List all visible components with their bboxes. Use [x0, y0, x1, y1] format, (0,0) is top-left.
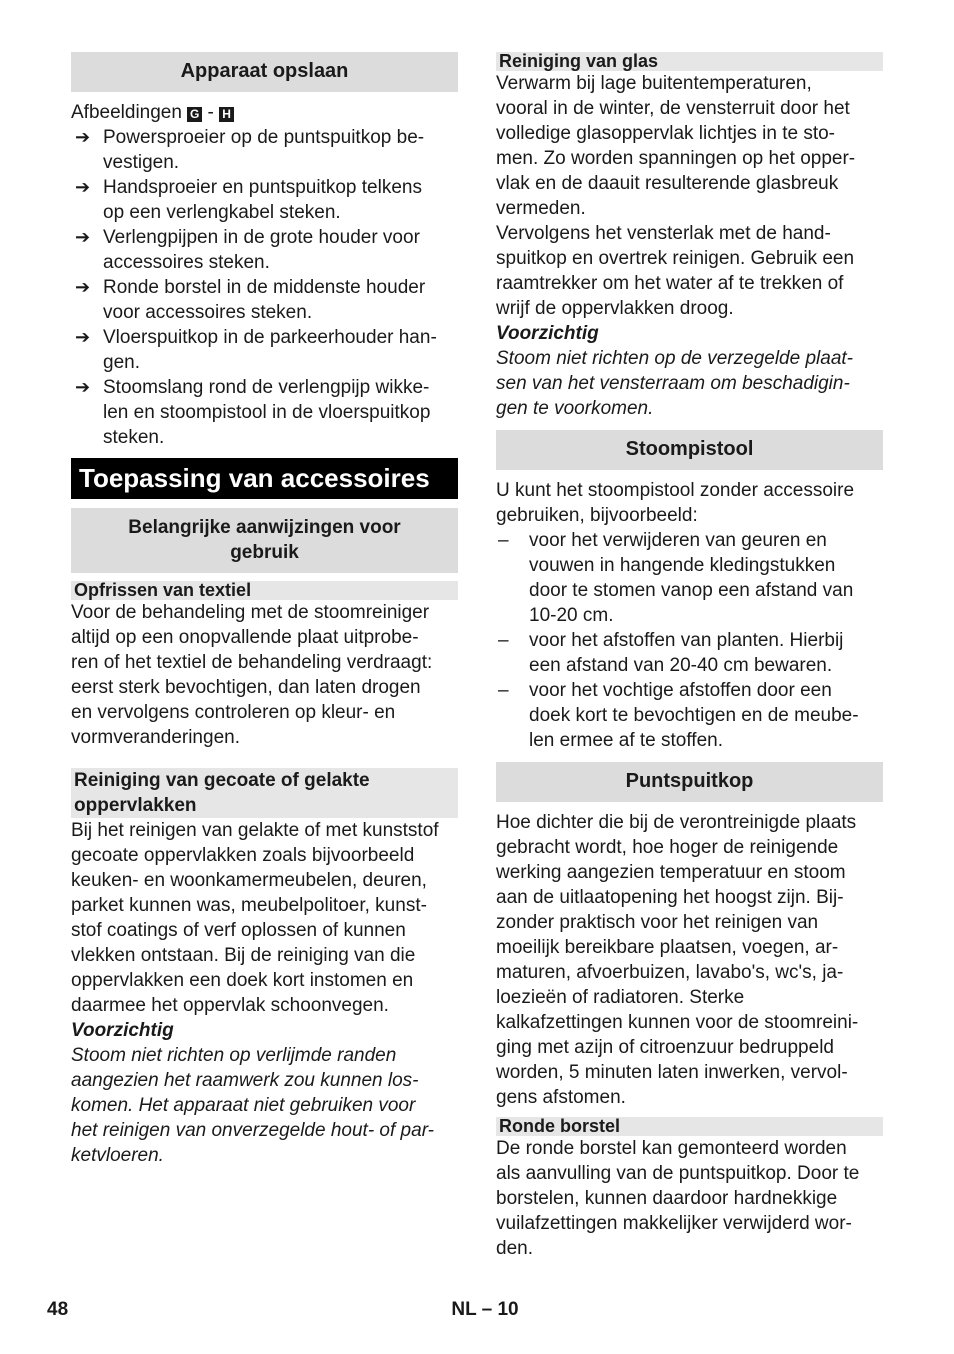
text-line: kalkafzettingen kunnen voor de stoomreini- [496, 1012, 859, 1033]
arrow-right-icon: ➔ [75, 277, 91, 297]
caution-line: Stoom niet richten op de verzegelde plaat- [496, 348, 853, 369]
caution-line: Stoom niet richten op verlijmde randen [71, 1045, 397, 1066]
caution-text-glass [496, 346, 883, 421]
text-line: Verwarm bij lage buitentemperaturen, [496, 73, 812, 94]
textile-paragraph [71, 600, 458, 750]
text-line: vooral in de winter, de vensterruit door het [496, 98, 850, 119]
list-item-line: Powersproeier op de puntspuitkop be- [103, 127, 425, 148]
storage-step [71, 175, 458, 225]
arrow-right-icon: ➔ [75, 127, 91, 147]
list-item-line: gen. [103, 352, 140, 373]
list-item-line: door te stomen vanop een afstand van [529, 580, 854, 601]
storage-step [71, 225, 458, 275]
text-line: Vervolgens het vensterlak met de hand- [496, 223, 831, 244]
text-line: keuken- en woonkamermeubelen, deuren, [71, 870, 427, 891]
list-item-line: voor het vochtige afstoffen door een [529, 680, 832, 701]
main-heading: Toepassing van accessoires [71, 458, 458, 499]
list-item-line: op een verlengkabel steken. [103, 202, 341, 223]
text-line: ren of het textiel de behandeling verdraagt: [71, 652, 433, 673]
text-line: vlekken ontstaan. Bij de reiniging van die [71, 945, 416, 966]
steam-gun-intro [496, 478, 883, 528]
caution-line: ketvloeren. [71, 1145, 164, 1166]
list-item-line: len en stoompistool in de vloerspuitkop [103, 402, 431, 423]
list-item-line: voor het verwijderen van geuren en [529, 530, 827, 551]
list-item-line: accessoires steken. [103, 252, 270, 273]
storage-step [71, 125, 458, 175]
caution-line: sen van het vensterraam om beschadigin- [496, 373, 850, 394]
caution-line: aangezien het raamwerk zou kunnen los- [71, 1070, 419, 1091]
text-line: werking aangezien temperatuur en stoom [496, 862, 846, 883]
heading-belangrijke-aanwijzingen [71, 508, 458, 573]
figure-reference-label: Afbeeldingen [71, 102, 182, 123]
text-line: eerst sterk bevochtigen, dan laten drogen [71, 677, 421, 698]
text-line: U kunt het stoompistool zonder accessoire [496, 480, 855, 501]
list-item-line: doek kort te bevochtigen en de meube- [529, 705, 859, 726]
list-item-line: vouwen in hangende kledingstukken [529, 555, 836, 576]
list-item-line: vestigen. [103, 152, 180, 173]
storage-step [71, 375, 458, 450]
text-line: worden, 5 minuten laten inwerken, vervol- [496, 1062, 848, 1083]
brush-paragraph [496, 1136, 883, 1261]
caution-title-coated: Voorzichtig [71, 1020, 174, 1041]
dash-bullet: – [498, 680, 509, 701]
caution-text-coated [71, 1043, 458, 1168]
text-line: altijd op een onopvallende plaat uitprobe- [71, 627, 419, 648]
storage-step [71, 325, 458, 375]
list-item-line: voor het afstoffen van planten. Hierbij [529, 630, 844, 651]
arrow-right-icon: ➔ [75, 177, 91, 197]
text-line: vormveranderingen. [71, 727, 240, 748]
text-line: vuilafzettingen makkelijker verwijderd wor- [496, 1213, 852, 1234]
text-line: stof coatings of verf oplossen of kunnen [71, 920, 406, 941]
text-line: daarmee het oppervlak schoonvegen. [71, 995, 389, 1016]
heading-line: Belangrijke aanwijzingen voor [128, 517, 401, 538]
figure-reference [71, 100, 458, 125]
text-line: oppervlakken een doek kort instomen en [71, 970, 414, 991]
arrow-right-icon: ➔ [75, 377, 91, 397]
text-line: gecoate oppervlakken zoals bijvoorbeeld [71, 845, 415, 866]
text-line: ging met azijn of citroenzuur bedruppeld [496, 1037, 834, 1058]
caution-title-glass: Voorzichtig [496, 323, 599, 344]
text-line: vermeden. [496, 198, 586, 219]
text-line: en vervolgens controleren op kleur- en [71, 702, 396, 723]
heading-apparaat-opslaan: Apparaat opslaan [71, 52, 458, 92]
figure-h-badge: H [219, 107, 234, 122]
heading-ronde-borstel: Ronde borstel [496, 1117, 883, 1136]
right-column [496, 52, 883, 1261]
text-line: parket kunnen was, meubelpolitoer, kunst- [71, 895, 427, 916]
text-line: loezieën of radiatoren. Sterke [496, 987, 745, 1008]
list-item-line: Ronde borstel in de middenste houder [103, 277, 426, 298]
heading-stoompistool: Stoompistool [496, 430, 883, 470]
heading-line: oppervlakken [74, 795, 197, 816]
heading-reiniging-glas: Reiniging van glas [496, 52, 883, 71]
heading-line: Reiniging van gecoate of gelakte [74, 770, 370, 791]
steam-gun-use [496, 678, 883, 753]
storage-step [71, 275, 458, 325]
text-line: Bij het reinigen van gelakte of met kunststof [71, 820, 439, 841]
text-line: gebruiken, bijvoorbeeld: [496, 505, 698, 526]
text-line: men. Zo worden spanningen op het opper- [496, 148, 856, 169]
text-line: maturen, afvoerbuizen, lavabo's, wc's, ja- [496, 962, 844, 983]
text-line: den. [496, 1238, 533, 1259]
glass-paragraph [496, 71, 883, 321]
caution-line: het reinigen van onverzegelde hout- of par- [71, 1120, 435, 1141]
list-item-line: 10-20 cm. [529, 605, 614, 626]
arrow-right-icon: ➔ [75, 327, 91, 347]
text-line: gebracht wordt, hoe hoger de reinigende [496, 837, 839, 858]
heading-puntspuitkop: Puntspuitkop [496, 762, 883, 802]
heading-opfrissen-textiel: Opfrissen van textiel [71, 581, 458, 600]
text-line: gens afstomen. [496, 1087, 626, 1108]
page-number: 48 [47, 1299, 69, 1320]
caution-line: gen te voorkomen. [496, 398, 654, 419]
text-line: Voor de behandeling met de stoomreiniger [71, 602, 430, 623]
list-item-line: Vloerspuitkop in de parkeerhouder han- [103, 327, 437, 348]
dash-bullet: – [498, 630, 509, 651]
list-item-line: een afstand van 20-40 cm bewaren. [529, 655, 833, 676]
arrow-right-icon: ➔ [75, 227, 91, 247]
list-item-line: Verlengpijpen in de grote houder voor [103, 227, 420, 248]
footer-section: NL – 10 [451, 1299, 519, 1320]
steam-gun-use [496, 628, 883, 678]
text-line: als aanvulling van de puntspuitkop. Door te [496, 1163, 860, 1184]
steam-gun-use [496, 528, 883, 628]
text-line: volledige glasoppervlak lichtjes in te sto- [496, 123, 836, 144]
nozzle-paragraph [496, 810, 883, 1110]
text-line: aan de uitlaatopening het hoogst zijn. Bij- [496, 887, 844, 908]
coated-paragraph [71, 818, 458, 1018]
list-item-line: Stoomslang rond de verlengpijp wikke- [103, 377, 430, 398]
list-item-line: len ermee af te stoffen. [529, 730, 723, 751]
heading-gecoate-oppervlakken [71, 768, 458, 818]
left-column [71, 52, 458, 1168]
steam-gun-uses-list [496, 528, 883, 753]
text-line: moeilijk bereikbare plaatsen, voegen, ar- [496, 937, 839, 958]
figure-g-badge: G [187, 107, 202, 122]
text-line: raamtrekker om het water af te trekken of [496, 273, 844, 294]
dash-bullet: – [498, 530, 509, 551]
heading-line: gebruik [230, 542, 299, 563]
figure-separator: - [202, 102, 220, 123]
storage-steps-list [71, 125, 458, 450]
text-line: spuitkop en overtrek reinigen. Gebruik een [496, 248, 855, 269]
text-line: De ronde borstel kan gemonteerd worden [496, 1138, 847, 1159]
list-item-line: voor accessoires steken. [103, 302, 313, 323]
text-line: borstelen, kunnen daardoor hardnekkige [496, 1188, 838, 1209]
text-line: zonder praktisch voor het reinigen van [496, 912, 819, 933]
list-item-line: Handsproeier en puntspuitkop telkens [103, 177, 422, 198]
text-line: wrijf de oppervlakken droog. [496, 298, 734, 319]
caution-line: komen. Het apparaat niet gebruiken voor [71, 1095, 416, 1116]
text-line: vlak en de daauit resulterende glasbreuk [496, 173, 839, 194]
list-item-line: steken. [103, 427, 165, 448]
text-line: Hoe dichter die bij de verontreinigde plaats [496, 812, 857, 833]
